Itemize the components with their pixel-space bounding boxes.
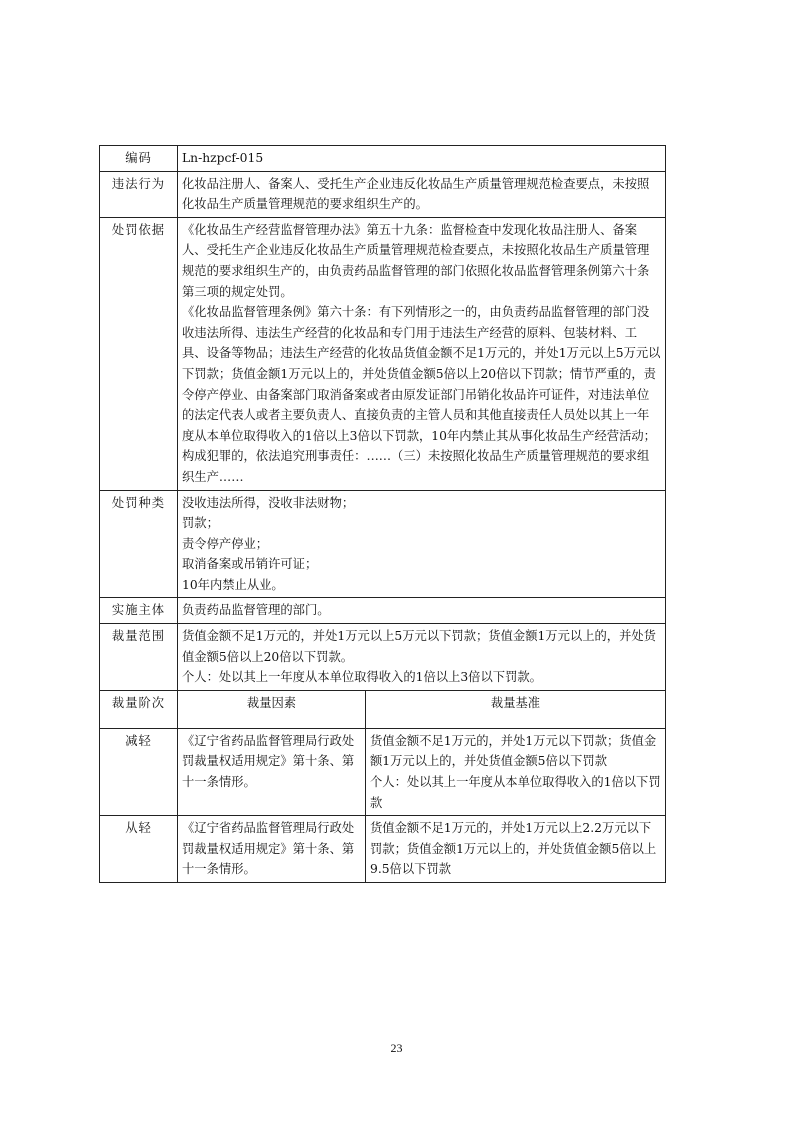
factors-header: 裁量因素	[178, 690, 366, 728]
row-range	[100, 624, 666, 691]
basis-label: 处罚依据	[100, 217, 178, 490]
basis-paragraph: 《化妆品监督管理条例》第六十条：有下列情形之一的，由负责药品监督管理的部门没收违法所得、违法生产经营的化妆品和专门用于违法生产经营的原料、包装材料、工具、设备等物品；违法生产经营的化妆品货值金额不足1万元的，并处1万元以上5万元以下罚款；货值金额1万元以上的，并处货值金额5倍以上20倍以下罚款；情节严重的，责令停产停业、由备案部门取消备案或者由原发证部门吊销化妆品许可证件，对违法单位的法定代表人或者主要负责人、直接负责的主管人员和其他直接责任人员处以其上一年度从本单位取得收入的1倍以上3倍以下罚款，10年内禁止其从事化妆品生产经营活动；构成犯罪的，依法追究刑事责任：……（三）未按照化妆品生产质量管理规范的要求组织生产……	[182, 305, 661, 484]
authority-label: 实施主体	[100, 598, 178, 624]
level-standard	[366, 728, 666, 815]
authority-value: 负责药品监督管理的部门。	[178, 598, 666, 624]
standard-line: 货值金额不足1万元的，并处1万元以上2.2万元以下罚款；货值金额1万元以上的，并处货值金额5倍以上9.5倍以下罚款	[370, 821, 657, 877]
row-levels-header	[100, 690, 666, 728]
penalty-type-item: 罚款；	[182, 516, 219, 531]
violation-value: 化妆品注册人、备案人、受托生产企业违反化妆品生产质量管理规范检查要点，未按照化妆品生产质量管理规范的要求组织生产的。	[178, 171, 666, 217]
range-label: 裁量范围	[100, 624, 178, 691]
range-line: 货值金额不足1万元的，并处1万元以上5万元以下罚款；货值金额1万元以上的，并处货值金额5倍以上20倍以下罚款。	[182, 629, 656, 664]
level-standard	[366, 816, 666, 883]
penalty-type-item: 取消备案或吊销许可证；	[182, 557, 318, 572]
code-value: Ln-hzpcf-015	[178, 146, 666, 172]
basis-paragraph: 《化妆品生产经营监督管理办法》第五十九条：监督检查中发现化妆品注册人、备案人、受托生产企业违反化妆品生产质量管理规范检查要点，未按照化妆品生产质量管理规范的要求组织生产的，由负责药品监督管理的部门依照化妆品监督管理条例第六十条第三项的规定处罚。	[182, 222, 650, 299]
row-violation	[100, 171, 666, 217]
row-level-lighter	[100, 816, 666, 883]
penalty-type-item: 10年内禁止从业。	[182, 577, 284, 592]
penalty-standard-table	[99, 145, 666, 883]
standard-header: 裁量基准	[366, 690, 666, 728]
level-name: 减轻	[100, 728, 178, 815]
penalty-type-item: 责令停产停业；	[182, 536, 269, 551]
code-label: 编码	[100, 146, 178, 172]
penalty-type-item: 没收违法所得，没收非法财物；	[182, 495, 355, 510]
row-basis	[100, 217, 666, 490]
standard-line: 货值金额不足1万元的，并处1万元以下罚款；货值金额1万元以上的，并处货值金额5倍以下罚款	[370, 733, 657, 769]
penalty-types-label: 处罚种类	[100, 490, 178, 598]
page-number: 23	[390, 1041, 403, 1055]
level-factors: 《辽宁省药品监督管理局行政处罚裁量权适用规定》第十条、第十一条情形。	[178, 728, 366, 815]
standard-line: 个人：处以其上一年度从本单位取得收入的1倍以下罚款	[370, 775, 661, 810]
penalty-types-value	[178, 490, 666, 598]
row-code	[100, 146, 666, 172]
range-value	[178, 624, 666, 691]
row-authority	[100, 598, 666, 624]
level-header: 裁量阶次	[100, 690, 178, 728]
level-name: 从轻	[100, 816, 178, 883]
basis-value	[178, 217, 666, 490]
violation-label: 违法行为	[100, 171, 178, 217]
row-level-reduce	[100, 728, 666, 815]
row-penalty-types	[100, 490, 666, 598]
range-line: 个人：处以其上一年度从本单位取得收入的1倍以上3倍以下罚款。	[182, 670, 542, 685]
level-factors: 《辽宁省药品监督管理局行政处罚裁量权适用规定》第十条、第十一条情形。	[178, 816, 366, 883]
